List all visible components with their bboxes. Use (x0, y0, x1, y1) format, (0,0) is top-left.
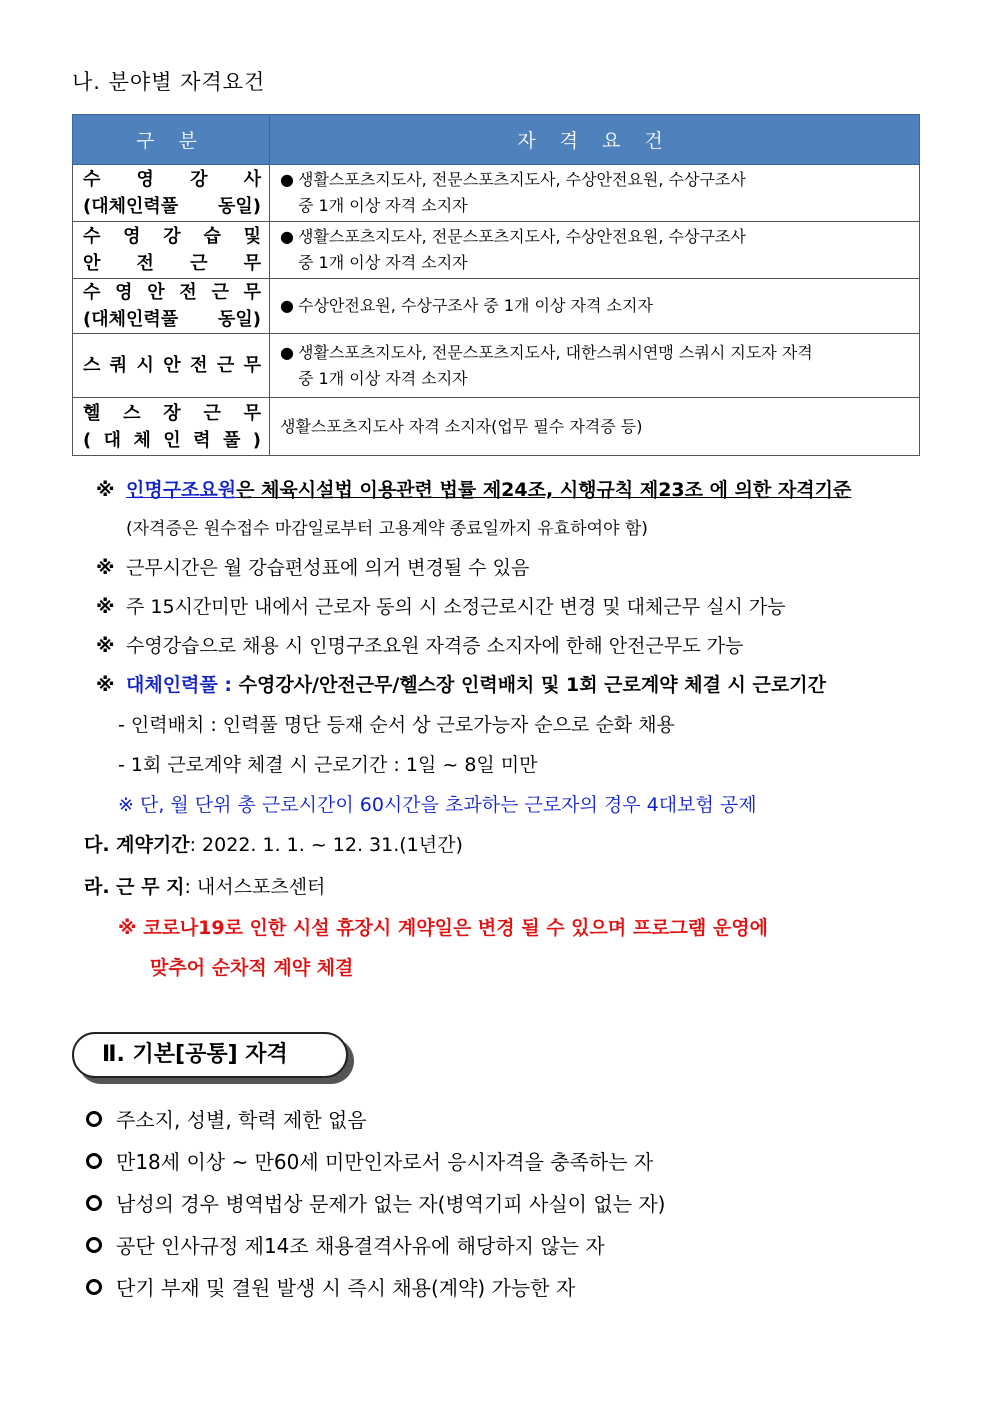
table-row (73, 334, 920, 398)
header-requirement: 자 격 요 건 (270, 115, 920, 165)
table-row (73, 398, 920, 456)
header-category: 구 분 (73, 115, 270, 165)
row-requirement: ● 생활스포츠지도사, 전문스포츠지도사, 대한스쿼시연맹 스쿼시 지도자 자격 중 1개 이상 자격 소지자 (270, 334, 920, 398)
table-header-row (73, 115, 920, 165)
note-insurance: ※ 단, 월 단위 총 근로시간이 60시간을 초과하는 근로자의 경우 4대보험 공제 (118, 794, 757, 816)
bullet-icon: ● (280, 227, 294, 246)
list-item: 주소지, 성별, 학력 제한 없음 (86, 1104, 367, 1133)
section-2-title: Ⅱ. 기본[공통] 자격 (72, 1032, 348, 1078)
row-category: 스 쿼 시 안 전 근 무 (73, 334, 270, 398)
row-category: 수 영 강 습 및 안 전 근 무 (73, 222, 270, 279)
bullet-icon: ● (280, 342, 294, 362)
table-row (73, 279, 920, 334)
section-title-na: 나. 분야별 자격요건 (72, 70, 266, 94)
row-requirement: 생활스포츠지도사 자격 소지자(업무 필수 자격증 등) (270, 398, 920, 456)
row-requirement: ● 수상안전요원, 수상구조사 중 1개 이상 자격 소지자 (270, 279, 920, 334)
list-item: 공단 인사규정 제14조 채용결격사유에 해당하지 않는 자 (86, 1230, 605, 1259)
covid-note-line1: ※ 코로나19로 인한 시설 휴장시 계약일은 변경 될 수 있으며 프로그램 운영에 (118, 917, 768, 939)
note-swim-class: ※ 수영강습으로 채용 시 인명구조요원 자격증 소지자에 한해 안전근무도 가능 (96, 635, 744, 657)
circle-bullet-icon (86, 1279, 102, 1295)
row-requirement: ● 생활스포츠지도사, 전문스포츠지도사, 수상안전요원, 수상구조사 중 1개 이상 자격 소지자 (270, 222, 920, 279)
row-category: 수 영 안 전 근 무 (대체인력풀 동일) (73, 279, 270, 334)
section-2-heading (72, 1032, 352, 1082)
row-category: 헬 스 장 근 무 ( 대 체 인 력 풀 ) (73, 398, 270, 456)
list-item: 남성의 경우 병역법상 문제가 없는 자(병역기피 사실이 없는 자) (86, 1188, 665, 1217)
list-item: 단기 부재 및 결원 발생 시 즉시 채용(계약) 가능한 자 (86, 1272, 575, 1301)
row-category: 수 영 강 사 (대체인력풀 동일) (73, 165, 270, 222)
circle-bullet-icon (86, 1111, 102, 1127)
contract-period: 다. 계약기간: 2022. 1. 1. ~ 12. 31.(1년간) (84, 834, 463, 856)
bullet-icon: ● (280, 170, 294, 189)
list-item: 만18세 이상 ~ 만60세 미만인자로서 응시자격을 충족하는 자 (86, 1146, 653, 1175)
note-hours: ※ 근무시간은 월 강습편성표에 의거 변경될 수 있음 (96, 557, 530, 579)
table-row (73, 222, 920, 279)
row-requirement: ● 생활스포츠지도사, 전문스포츠지도사, 수상안전요원, 수상구조사 중 1개 이상 자격 소지자 (270, 165, 920, 222)
covid-note-line2: 맞추어 순차적 계약 체결 (150, 957, 354, 979)
table-row (73, 165, 920, 222)
note-substitute-pool: ※ 대체인력풀 : 수영강사/안전근무/헬스장 인력배치 및 1회 근로계약 체결 시 근로기간 (96, 674, 826, 696)
note-lifeguard-sub: (자격증은 원수접수 마감일로부터 고용계약 종료일까지 유효하여야 함) (126, 519, 648, 539)
note-contract-period: - 1회 근로계약 체결 시 근로기간 : 1일 ~ 8일 미만 (118, 754, 538, 776)
circle-bullet-icon (86, 1153, 102, 1169)
circle-bullet-icon (86, 1195, 102, 1211)
circle-bullet-icon (86, 1237, 102, 1253)
qualification-table (72, 114, 920, 456)
bullet-icon: ● (280, 296, 294, 315)
workplace: 라. 근 무 지: 내서스포츠센터 (84, 876, 326, 898)
note-lifeguard: ※ 인명구조요원은 체육시설법 이용관련 법률 제24조, 시행규칙 제23조 에 의한 자격기준 (96, 479, 852, 501)
note-placement: - 인력배치 : 인력풀 명단 등재 순서 상 근로가능자 순으로 순화 채용 (118, 714, 675, 736)
note-15hours: ※ 주 15시간미만 내에서 근로자 동의 시 소정근로시간 변경 및 대체근무 실시 가능 (96, 596, 786, 618)
